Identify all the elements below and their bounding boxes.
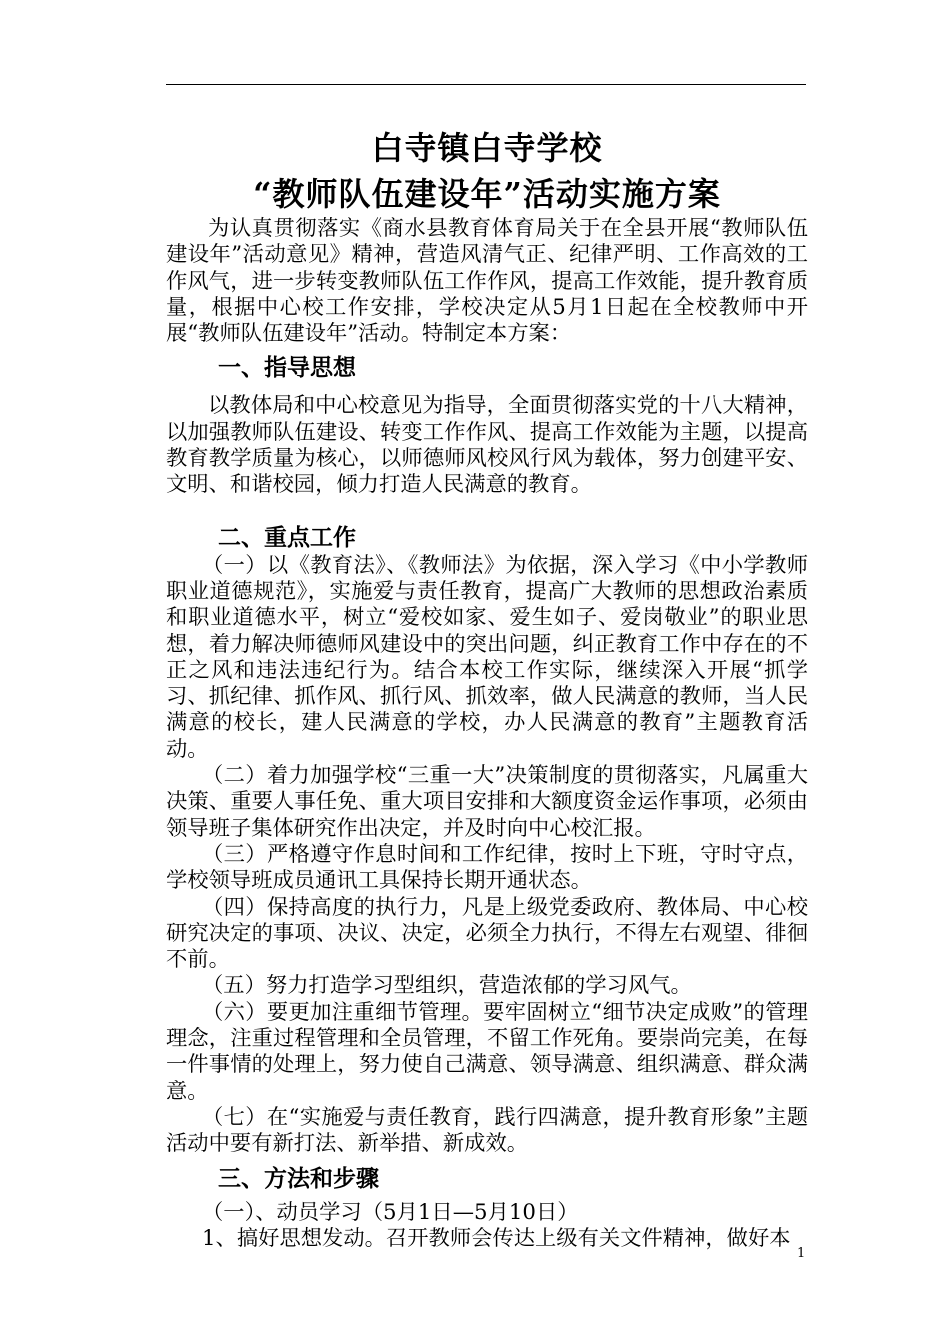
key-work-item: （七）在“实施爱与责任教育，践行四满意，提升教育形象”主题活动中要有新打法、新举措、新成效。 (166, 1104, 808, 1157)
section-heading-guiding-ideology: 一、指导思想 (218, 355, 356, 382)
key-work-item: （五）努力打造学习型组织，营造浓郁的学习风气。 (202, 973, 692, 999)
key-work-item: （四）保持高度的执行力，凡是上级党委政府、教体局、中心校研究决定的事项、决议、决定，必须全力执行，不得左右观望、徘徊不前。 (166, 894, 808, 973)
key-work-item: （二）着力加强学校“三重一大”决策制度的贯彻落实，凡属重大决策、重要人事任免、重大项目安排和大额度资金运作事项，必须由领导班子集体研究作出决定，并及时向中心校汇报。 (166, 763, 808, 841)
section-heading-key-work: 二、重点工作 (218, 524, 356, 551)
document-title-plan: “教师队伍建设年”活动实施方案 (253, 175, 721, 213)
section-heading-methods-steps: 三、方法和步骤 (218, 1165, 379, 1192)
intro-paragraph: 为认真贯彻落实《商水县教育体育局关于在全县开展“教师队伍建设年”活动意见》精神，营造风清气正、纪律严明、工作高效的工作风气，进一步转变教师队伍工作作风，提高工作效能，提升教育质量，根据中心校工作安排，学校决定从5月1日起在全校教师中开展“教师队伍建设年”活动。特制定本方案： (166, 216, 808, 347)
step-item: 1、搞好思想发动。召开教师会传达上级有关文件精神，做好本 (202, 1225, 791, 1251)
key-work-item: （三）严格遵守作息时间和工作纪律，按时上下班，守时守点，学校领导班成员通讯工具保持长期开通状态。 (166, 841, 808, 894)
section-paragraph-guiding-ideology: 以教体局和中心校意见为指导，全面贯彻落实党的十八大精神，以加强教师队伍建设、转变工作作风、提高工作效能为主题，以提高教育教学质量为核心，以师德师风校风行风为载体，努力创建平安、文明、和谐校园，倾力打造人民满意的教育。 (166, 393, 808, 498)
page-number: 1 (797, 1246, 806, 1261)
key-work-item: （一）以《教育法》、《教师法》为依据，深入学习《中小学教师职业道德规范》，实施爱与责任教育，提高广大教师的思想政治素质和职业道德水平，树立“爱校如家、爱生如子、爱岗敬业”的职业思想，着力解决师德师风建设中的突出问题，纠正教育工作中存在的不正之风和违法违纪行为。结合本校工作实际，继续深入开展“抓学习、抓纪律、抓作风、抓行风、抓效率，做人民满意的教师，当人民满意的校长，建人民满意的学校，办人民满意的教育”主题教育活动。 (166, 552, 808, 762)
header-rule (166, 84, 806, 85)
key-work-item: （六）要更加注重细节管理。要牢固树立“细节决定成败”的管理理念，注重过程管理和全员管理，不留工作死角。要崇尚完美，在每一件事情的处理上，努力使自己满意、领导满意、组织满意、群众满意。 (166, 999, 808, 1104)
document-title-school: 白寺镇白寺学校 (371, 129, 603, 167)
step-heading: （一）、动员学习（5月1日—5月10日） (202, 1199, 579, 1225)
document-body (166, 126, 808, 1252)
